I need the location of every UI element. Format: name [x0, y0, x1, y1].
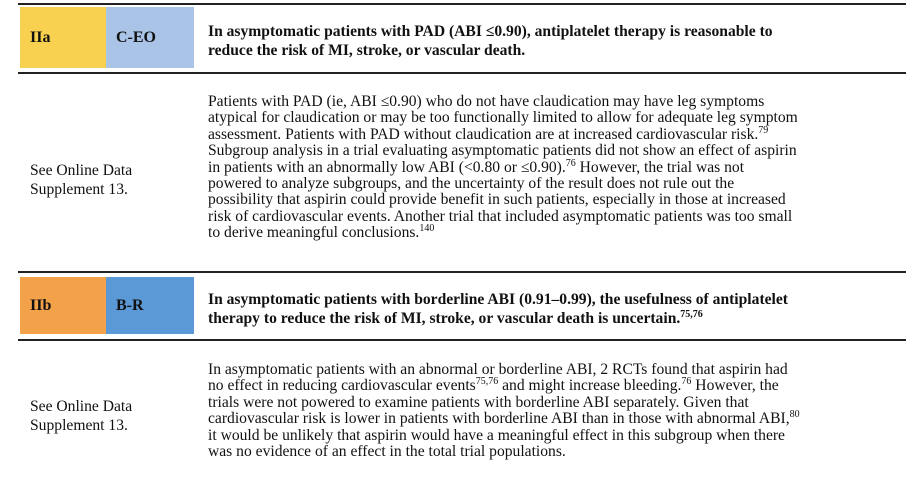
citation: 79 [758, 124, 769, 136]
citation: 75,76 [680, 308, 703, 320]
loe-label: B-R [116, 296, 144, 314]
class-label: IIa [30, 28, 51, 46]
citation: 76 [565, 157, 576, 169]
supportive-text: Patients with PAD (ie, ABI ≤0.90) who do not have claudication may have leg symptoms atypical for claudication or may be too functionally limited to allow for adequate leg symptom assessment. Patients with PAD without claudication are at increased cardiovascular risk.$^{79}$ Subgroup analysis in a trial evaluating asymptomatic patients did not show an effect of aspirin in patients with an abnormally low ABI (<0.80 or ≤0.90).$^{76}$ However, the trial was not powered to analyze subgroups, and the uncertainty of the result does not rule out the possibility that aspirin could provide benefit in such patients, especially in those at increased risk of cardiovascular events. Another trial that included asymptomatic patients was too small to derive meaningful conclusions.$^{140}$ [208, 93, 798, 242]
citation: 75,76 [475, 376, 499, 388]
supplement-reference: See Online Data Supplement 13. [30, 398, 133, 434]
loe-label: C-EO [116, 28, 156, 46]
row2-top-rule [18, 271, 906, 273]
citation: 140 [419, 223, 435, 235]
supplement-reference: See Online Data Supplement 13. [30, 162, 133, 198]
class-of-recommendation-badge-IIb [20, 277, 106, 334]
class-label: IIb [30, 296, 52, 314]
class-of-recommendation-badge-IIa [20, 7, 106, 68]
row2-divider-rule [18, 339, 906, 341]
recommendation-text: In asymptomatic patients with borderline ABI (0.91–0.99), the usefulness of antiplatelet therapy to reduce the risk of MI, stroke, or vascular death is uncertain.$^{75,76}$ [208, 291, 788, 327]
level-of-evidence-badge-C-EO [106, 7, 194, 68]
citation: 76 [681, 376, 692, 388]
supportive-text: In asymptomatic patients with an abnormal or borderline ABI, 2 RCTs found that aspirin had no effect in reducing cardiovascular events$^{75,76}$ and might increase bleeding.$^{76}$ However, the trials were not powered to examine patients with borderline ABI separately. Given that cardiovascular risk is lower in patients with borderline ABI than in those with abnormal ABI,$^{80}$ it would be unlikely that aspirin would have a meaningful effect in this subgroup when there was no evidence of an effect in the total trial populations. [208, 361, 800, 461]
recommendation-text: In asymptomatic patients with PAD (ABI ≤0.90), antiplatelet therapy is reasonable to reduce the risk of MI, stroke, or vascular death. [208, 23, 773, 59]
table-top-rule [18, 3, 906, 5]
level-of-evidence-badge-B-R [106, 277, 194, 334]
row1-divider-rule [18, 72, 906, 74]
citation: 80 [789, 409, 800, 421]
